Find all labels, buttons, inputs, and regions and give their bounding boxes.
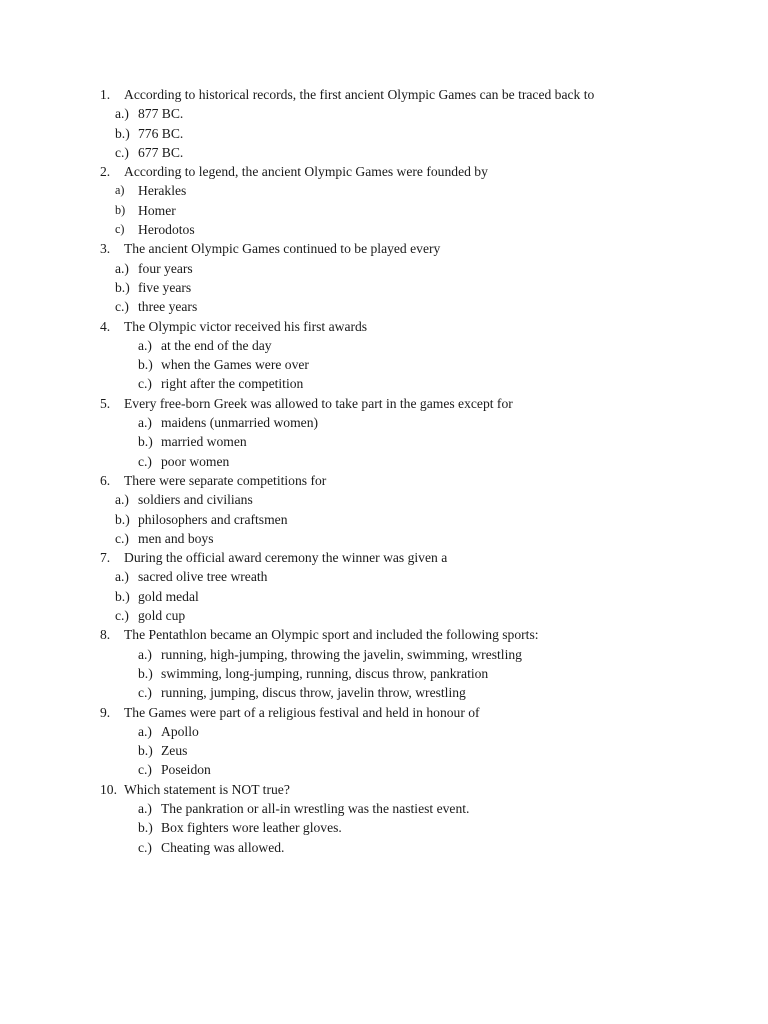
question-text: There were separate competitions for	[124, 472, 327, 488]
answer-option	[0, 606, 768, 625]
answer-option	[0, 355, 768, 374]
option-label: c.)	[115, 530, 129, 546]
answer-option	[0, 567, 768, 586]
question-number: 6.	[100, 472, 111, 488]
question-line	[0, 471, 768, 490]
question-number: 5.	[100, 395, 111, 411]
question-line	[0, 239, 768, 258]
option-text: gold cup	[138, 608, 186, 624]
answer-option	[0, 413, 768, 432]
option-label: a.)	[115, 260, 129, 276]
option-text: Apollo	[161, 723, 199, 739]
option-label: c.)	[115, 608, 129, 624]
question-number: 4.	[100, 318, 111, 334]
option-text: four years	[138, 260, 193, 276]
option-text: right after the competition	[161, 376, 304, 392]
option-text: 877 BC.	[138, 106, 184, 122]
option-label: b)	[115, 202, 126, 217]
option-label: a.)	[138, 646, 152, 662]
option-label: c)	[115, 222, 125, 237]
question-line	[0, 85, 768, 104]
option-text: men and boys	[138, 530, 214, 546]
option-text: three years	[138, 299, 198, 315]
answer-option	[0, 818, 768, 837]
question-text: The Olympic victor received his first awards	[124, 318, 368, 334]
option-text: 677 BC.	[138, 144, 184, 160]
answer-option	[0, 510, 768, 529]
option-label: a.)	[138, 723, 152, 739]
option-label: b.)	[138, 743, 153, 759]
question-text: According to legend, the ancient Olympic Games were founded by	[124, 164, 488, 180]
option-label: c.)	[115, 299, 129, 315]
option-text: Herakles	[138, 183, 187, 199]
answer-option	[0, 683, 768, 702]
option-label: b.)	[138, 665, 153, 681]
answer-option	[0, 220, 768, 239]
question-number: 3.	[100, 241, 111, 257]
option-label: c.)	[138, 453, 152, 469]
option-text: Herodotos	[138, 222, 195, 238]
option-text: gold medal	[138, 588, 199, 604]
option-label: b.)	[115, 511, 130, 527]
answer-option	[0, 374, 768, 393]
question-line	[0, 317, 768, 336]
question-line	[0, 703, 768, 722]
option-text: Poseidon	[161, 762, 211, 778]
option-label: b.)	[115, 125, 130, 141]
option-label: b.)	[138, 820, 153, 836]
option-label: b.)	[138, 357, 153, 373]
answer-option	[0, 741, 768, 760]
answer-option	[0, 452, 768, 471]
answer-option	[0, 143, 768, 162]
option-text: swimming, long-jumping, running, discus throw, pankration	[161, 665, 489, 681]
option-text: five years	[138, 279, 192, 295]
option-label: b.)	[138, 434, 153, 450]
question-text: The Games were part of a religious festival and held in honour of	[124, 704, 480, 720]
option-label: c.)	[138, 685, 152, 701]
question-number: 9.	[100, 704, 111, 720]
option-text: married women	[161, 434, 247, 450]
question-text: The ancient Olympic Games continued to be played every	[124, 241, 441, 257]
answer-option	[0, 645, 768, 664]
option-text: soldiers and civilians	[138, 492, 253, 508]
question-line	[0, 780, 768, 799]
option-text: poor women	[161, 453, 230, 469]
option-text: Zeus	[161, 743, 188, 759]
option-label: a.)	[115, 106, 129, 122]
answer-option	[0, 259, 768, 278]
option-text: philosophers and craftsmen	[138, 511, 288, 527]
question-text: Every free-born Greek was allowed to take part in the games except for	[124, 395, 513, 411]
option-text: running, high-jumping, throwing the javelin, swimming, wrestling	[161, 646, 522, 662]
question-number: 7.	[100, 550, 111, 566]
option-label: b.)	[115, 588, 130, 604]
option-label: a.)	[115, 492, 129, 508]
answer-option	[0, 799, 768, 818]
option-text: when the Games were over	[161, 357, 309, 373]
question-text: The Pentathlon became an Olympic sport and included the following sports:	[124, 627, 539, 643]
option-label: c.)	[138, 762, 152, 778]
option-text: sacred olive tree wreath	[138, 569, 268, 585]
answer-option	[0, 838, 768, 857]
answer-option	[0, 297, 768, 316]
question-number: 8.	[100, 627, 111, 643]
answer-option	[0, 124, 768, 143]
option-text: at the end of the day	[161, 337, 272, 353]
answer-option	[0, 490, 768, 509]
question-line	[0, 394, 768, 413]
question-text: During the official award ceremony the winner was given a	[124, 550, 448, 566]
answer-option	[0, 529, 768, 548]
option-label: c.)	[138, 376, 152, 392]
question-text: According to historical records, the first ancient Olympic Games can be traced back to	[124, 87, 595, 102]
answer-option	[0, 278, 768, 297]
option-text: The pankration or all-in wrestling was the nastiest event.	[161, 800, 470, 816]
answer-option	[0, 432, 768, 451]
option-text: maidens (unmarried women)	[161, 415, 319, 431]
answer-option	[0, 181, 768, 200]
option-label: c.)	[115, 144, 129, 160]
option-label: a.)	[138, 415, 152, 431]
answer-option	[0, 760, 768, 779]
answer-option	[0, 664, 768, 683]
option-label: a.)	[115, 569, 129, 585]
question-number: 1.	[100, 87, 111, 102]
quiz-document	[0, 85, 768, 857]
option-label: a.)	[138, 337, 152, 353]
option-label: b.)	[115, 279, 130, 295]
answer-option	[0, 201, 768, 220]
answer-option	[0, 104, 768, 123]
option-text: Homer	[138, 202, 176, 218]
option-label: a)	[115, 183, 125, 198]
answer-option	[0, 336, 768, 355]
answer-option	[0, 587, 768, 606]
answer-option	[0, 722, 768, 741]
option-text: Cheating was allowed.	[161, 839, 285, 855]
option-text: running, jumping, discus throw, javelin throw, wrestling	[161, 685, 466, 701]
question-text: Which statement is NOT true?	[124, 781, 290, 797]
option-text: Box fighters wore leather gloves.	[161, 820, 342, 836]
question-line	[0, 162, 768, 181]
option-label: c.)	[138, 839, 152, 855]
option-text: 776 BC.	[138, 125, 184, 141]
option-label: a.)	[138, 800, 152, 816]
question-number: 2.	[100, 164, 111, 180]
question-line	[0, 548, 768, 567]
question-line	[0, 625, 768, 644]
question-number: 10.	[100, 781, 117, 797]
